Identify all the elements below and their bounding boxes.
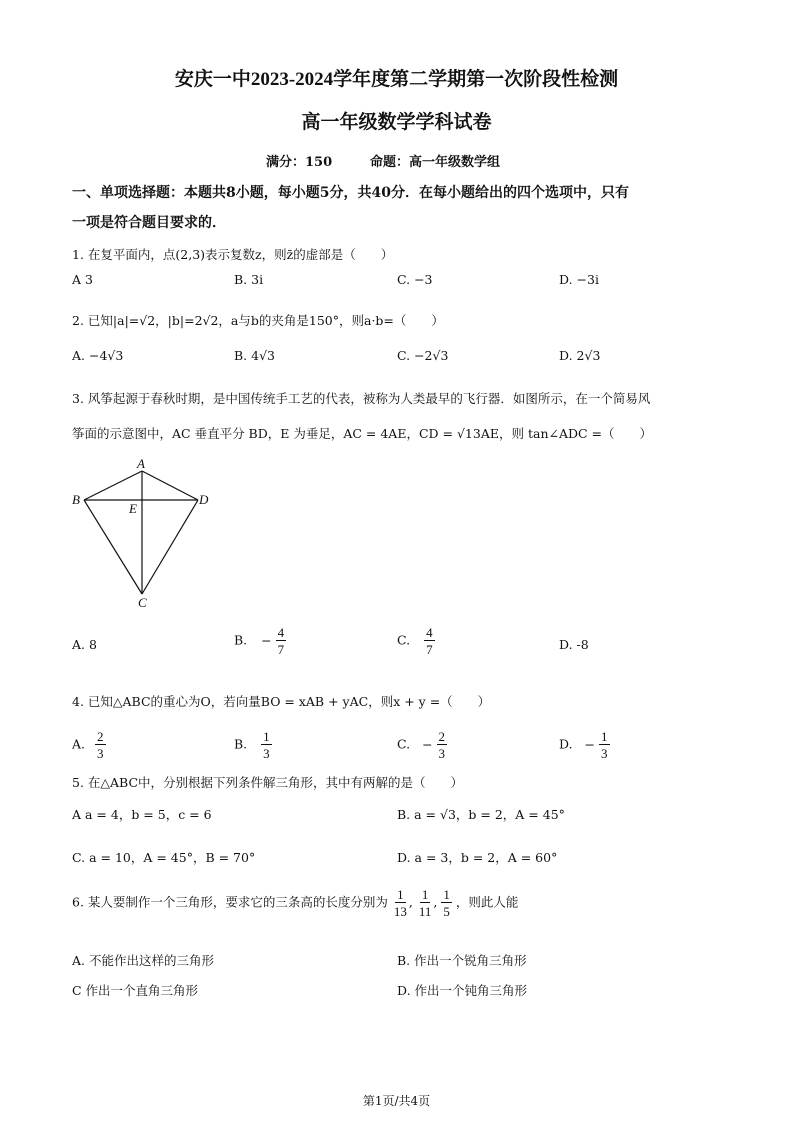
point-a-label: A xyxy=(137,456,145,471)
question-2-option-c: C. −2√3 xyxy=(397,348,449,363)
question-1-option-d: D. −3i xyxy=(559,272,599,287)
edge-ad xyxy=(142,471,198,500)
page-number: 第1页/共4页 xyxy=(362,1094,431,1108)
question-5-stem: 5. 在△ABC中，分别根据下列条件解三角形，其中有两解的是（ ） xyxy=(72,775,464,790)
question-4-option-d: D. − $\frac{1}{3}$ xyxy=(559,729,608,761)
question-3-option-d: D. -8 xyxy=(559,637,589,652)
kite-figure xyxy=(66,452,226,612)
question-3-line1: 3. 风筝起源于春秋时期，是中国传统手工艺的代表，被称为人类最早的飞行器．如图所示，在一个简易风 xyxy=(72,391,651,406)
question-1-stem: 1. 在复平面内，点(2,3)表示复数z，则z̄的虚部是（ ） xyxy=(72,247,394,262)
question-4-option-a: A. $\frac{2}{3}$ xyxy=(72,729,104,761)
question-5-option-b: B. a = √3，b = 2，A = 45° xyxy=(397,807,565,822)
question-2-option-d: D. 2√3 xyxy=(559,348,601,363)
question-1-option-b: B. 3i xyxy=(234,272,264,287)
question-1-option-c: C. −3 xyxy=(397,272,433,287)
question-2-option-b: B. 4√3 xyxy=(234,348,276,363)
question-4-option-b: B. $\frac{1}{3}$ xyxy=(234,729,270,761)
section-heading-line2: 一项是符合题目要求的． xyxy=(72,215,226,231)
question-6-option-d: D. 作出一个钝角三角形 xyxy=(397,983,528,998)
question-4-option-c: C. − $\frac{2}{3}$ xyxy=(397,729,446,761)
edge-ab xyxy=(84,471,142,500)
question-3-line2: 筝面的示意图中，AC 垂直平分 BD，E 为垂足，AC = 4AE，CD = √13AE，则 tan∠ADC =（ ） xyxy=(72,426,653,441)
question-6-option-b: B. 作出一个锐角三角形 xyxy=(397,953,527,968)
question-3-option-c-fraction: $\frac{4}{7}$ xyxy=(426,625,433,657)
question-2-stem: 2. 已知|a|=√2，|b|=2√2，a与b的夹角是150°，则a·b=（ ） xyxy=(72,313,444,328)
question-5-option-a: A a = 4，b = 5，c = 6 xyxy=(72,807,212,822)
question-3-option-b-fraction: $\frac{4}{7}$ xyxy=(277,625,285,657)
question-3-option-b: B. − $\frac{4}{7}$ xyxy=(234,625,285,657)
point-d-label: D xyxy=(199,492,209,507)
question-4-stem: 4. 已知△ABC的重心为O，若向量BO = xAB + yAC，则x + y =（ ） xyxy=(72,694,491,709)
full-score: 满分：150 xyxy=(266,155,333,170)
point-e-label: E xyxy=(129,501,137,516)
question-6-stem: 6. 某人要制作一个三角形，要求它的三条高的长度分别为 $\frac{1}{13}$ , $\frac{1}{11}$ , $\frac{1}{5}$ ，则此人能 xyxy=(72,887,519,919)
section-heading-line1: 一、单项选择题：本题共8小题，每小题5分，共40分．在每小题给出的四个选项中，只有 xyxy=(72,185,629,201)
question-1-option-a: A 3 xyxy=(72,272,93,287)
question-5-option-d: D. a = 3，b = 2，A = 60° xyxy=(397,850,558,865)
edge-dc xyxy=(142,500,198,594)
point-c-label: C xyxy=(138,595,147,610)
question-3-option-c: C. $\frac{4}{7}$ xyxy=(397,625,433,657)
question-6-option-c: C 作出一个直角三角形 xyxy=(72,983,199,998)
point-b-label: B xyxy=(72,492,80,507)
exam-subtitle: 高一年级数学学科试卷 xyxy=(301,112,492,133)
question-5-option-c: C. a = 10，A = 45°，B = 70° xyxy=(72,850,256,865)
question-6-option-a: A. 不能作出这样的三角形 xyxy=(72,953,214,968)
question-2-option-a: A. −4√3 xyxy=(72,348,124,363)
exam-author: 命题：高一年级数学组 xyxy=(370,155,501,170)
question-3-option-a: A. 8 xyxy=(72,637,97,652)
exam-title: 安庆一中2023-2024学年度第二学期第一次阶段性检测 xyxy=(174,69,619,90)
